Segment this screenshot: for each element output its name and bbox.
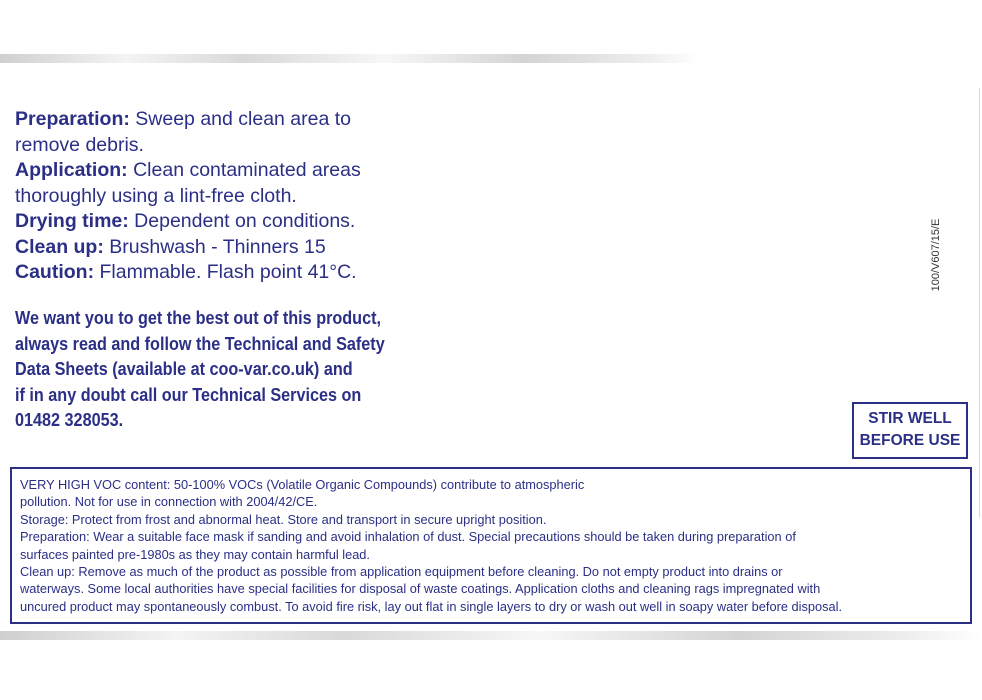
- bottom-silver-stripe: [0, 631, 982, 640]
- instruction-drying-time: [15, 209, 435, 235]
- advice-line: We want you to get the best out of this product,: [15, 308, 381, 328]
- instruction-label: Application:: [15, 159, 128, 181]
- advice-line: always read and follow the Technical and Safety: [15, 333, 385, 354]
- voc-line: pollution. Not for use in connection with 2004/42/CE.: [20, 494, 318, 510]
- usage-instructions: [15, 107, 435, 286]
- voc-line: Clean up: Remove as much of the product as possible from application equipment before cleaning. Do not empty product into drains or: [20, 564, 783, 580]
- instruction-text: Flammable. Flash point 41°C.: [94, 261, 357, 283]
- instruction-preparation: [15, 107, 435, 133]
- technical-advice: [15, 306, 402, 434]
- instruction-text: Brushwash - Thinners 15: [103, 235, 326, 258]
- voc-line: surfaces painted pre-1980s as they may contain harmful lead.: [20, 546, 370, 562]
- instruction-text: Clean contaminated areas: [127, 159, 361, 181]
- voc-notice-box: [10, 467, 972, 624]
- top-silver-stripe: [0, 54, 700, 63]
- instruction-label: Preparation:: [15, 108, 130, 130]
- advice-line: 01482 328053.: [15, 410, 124, 430]
- advice-line: Data Sheets (available at coo-var.co.uk) and: [15, 359, 353, 379]
- instruction-application: [15, 158, 435, 184]
- instruction-text: Sweep and clean area to: [129, 108, 352, 130]
- instruction-label: Clean up:: [15, 235, 104, 258]
- advice-line: if in any doubt call our Technical Services on: [15, 384, 362, 405]
- instruction-caution: [15, 260, 435, 286]
- product-code: 100/V607/15/E: [930, 218, 942, 292]
- voc-line: uncured product may spontaneously combust. To avoid fire risk, lay out flat in single layers to dry or wash out well in soapy water before disposal.: [20, 598, 843, 614]
- voc-line: Preparation: Wear a suitable face mask if sanding and avoid inhalation of dust. Special precautions should be taken during preparation of: [20, 529, 796, 545]
- instruction-application-cont: thoroughly using a lint-free cloth.: [15, 184, 297, 207]
- instruction-label: Caution:: [15, 261, 95, 283]
- voc-line: VERY HIGH VOC content: 50-100% VOCs (Volatile Organic Compounds) contribute to atmospheric: [20, 477, 585, 492]
- stir-line-1: STIR WELL: [868, 410, 952, 427]
- label-edge-line: [979, 88, 980, 518]
- instruction-clean-up: [15, 235, 435, 261]
- voc-line: waterways. Some local authorities have special facilities for disposal of waste coatings. Application cloths and cleaning rags impregnated with: [20, 581, 821, 597]
- instruction-label: Drying time:: [15, 210, 129, 232]
- instruction-preparation-cont: remove debris.: [15, 133, 144, 156]
- stir-line-2: BEFORE USE: [859, 432, 961, 449]
- instruction-text: Dependent on conditions.: [128, 210, 356, 232]
- voc-line: Storage: Protect from frost and abnormal heat. Store and transport in secure upright position.: [20, 511, 547, 527]
- stir-well-box: [852, 402, 968, 459]
